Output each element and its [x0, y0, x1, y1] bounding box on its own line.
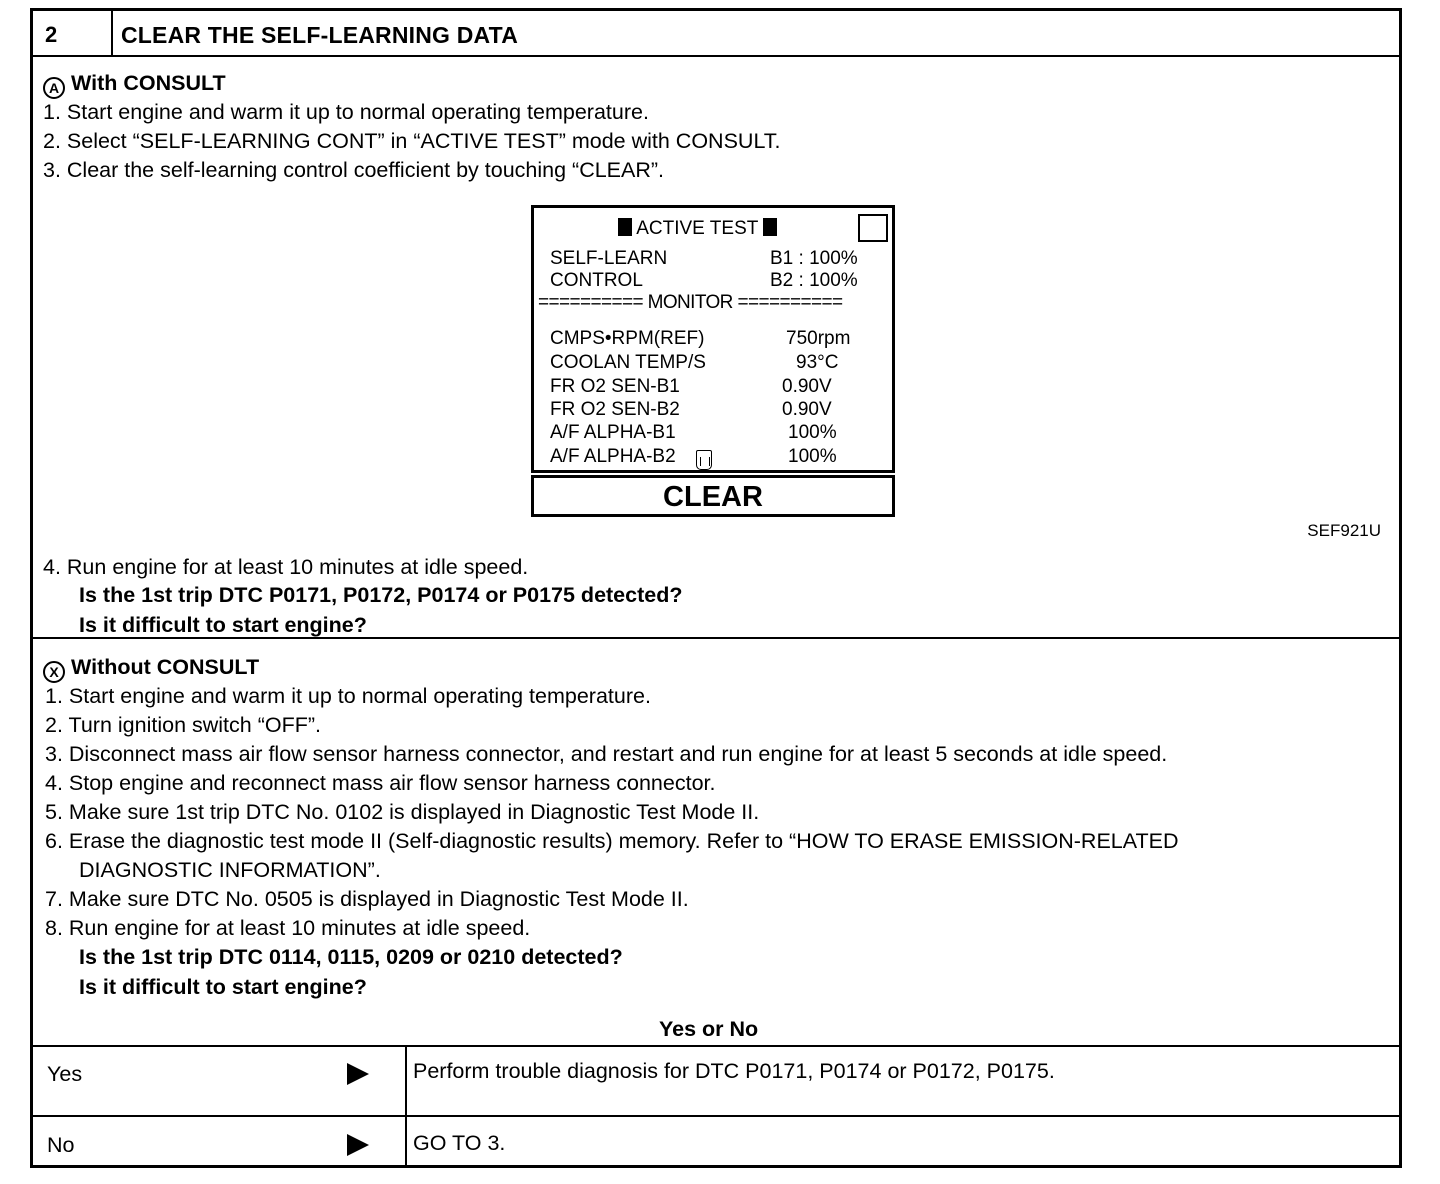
without-consult-question-1: Is the 1st trip DTC 0114, 0115, 0209 or 0210 detected?	[79, 945, 623, 969]
screen-title: ACTIVE TEST	[618, 218, 777, 240]
decision-prompt: Yes or No	[659, 1017, 759, 1041]
with-consult-step-2: 2. Select “SELF-LEARNING CONT” in “ACTIVE TEST” mode with CONSULT.	[43, 129, 781, 153]
consult-icon: A	[43, 77, 65, 99]
control-label: CONTROL	[550, 270, 643, 291]
monitor-label: A/F ALPHA-B2	[550, 446, 676, 467]
decision-table-top	[33, 1045, 1399, 1047]
without-consult-step-4: 4. Stop engine and reconnect mass air flow sensor harness connector.	[45, 771, 716, 795]
with-consult-step-4: 4. Run engine for at least 10 minutes at idle speed.	[43, 555, 529, 579]
figure-reference: SEF921U	[1307, 521, 1381, 540]
without-consult-heading: X Without CONSULT	[43, 653, 259, 683]
without-consult-step-6: 6. Erase the diagnostic test mode II (Self-diagnostic results) memory. Refer to “HOW TO ERASE EMISSION-RELATED	[45, 829, 1179, 853]
monitor-divider: ========== MONITOR ==========	[538, 292, 843, 313]
without-consult-step-1: 1. Start engine and warm it up to normal operating temperature.	[45, 684, 651, 708]
without-consult-step-8: 8. Run engine for at least 10 minutes at idle speed.	[45, 916, 531, 940]
without-consult-step-3: 3. Disconnect mass air flow sensor harness connector, and restart and run engine for at least 5 seconds at idle speed.	[45, 742, 1168, 766]
monitor-label: FR O2 SEN-B1	[550, 376, 680, 397]
monitor-label: FR O2 SEN-B2	[550, 399, 680, 420]
monitor-label: COOLAN TEMP/S	[550, 352, 706, 373]
with-consult-step-1: 1. Start engine and warm it up to normal operating temperature.	[43, 100, 649, 124]
self-learn-label: SELF-LEARN	[550, 248, 668, 269]
with-consult-question-2: Is it difficult to start engine?	[79, 613, 367, 637]
monitor-value: 100%	[788, 446, 837, 467]
decision-row-divider	[33, 1115, 1399, 1117]
answer-yes: Yes	[47, 1062, 83, 1086]
monitor-label: CMPS•RPM(REF)	[550, 328, 705, 349]
procedure-frame	[30, 8, 1402, 1168]
without-consult-step-2: 2. Turn ignition switch “OFF”.	[45, 713, 321, 737]
with-consult-question-1: Is the 1st trip DTC P0171, P0172, P0174 or P0175 detected?	[79, 583, 683, 607]
without-consult-step-6-cont: DIAGNOSTIC INFORMATION”.	[79, 858, 381, 882]
action-yes: Perform trouble diagnosis for DTC P0171, P0174 or P0172, P0175.	[413, 1059, 1055, 1083]
title-marker-right	[763, 218, 777, 236]
arrow-right-icon	[347, 1063, 369, 1085]
consult-screen	[531, 205, 895, 473]
answer-no: No	[47, 1133, 75, 1157]
b1-value: B1 : 100%	[770, 248, 858, 269]
monitor-label: A/F ALPHA-B1	[550, 422, 676, 443]
step-title: CLEAR THE SELF-LEARNING DATA	[121, 22, 519, 48]
no-consult-icon: X	[43, 661, 65, 683]
touch-hand-icon	[696, 450, 712, 470]
without-consult-step-5: 5. Make sure 1st trip DTC No. 0102 is displayed in Diagnostic Test Mode II.	[45, 800, 760, 824]
action-no: GO TO 3.	[413, 1131, 506, 1155]
title-marker-left	[618, 218, 632, 236]
with-consult-heading: A With CONSULT	[43, 69, 226, 99]
monitor-value: 93°C	[796, 352, 839, 373]
screen-checkbox[interactable]	[858, 214, 888, 242]
without-consult-question-2: Is it difficult to start engine?	[79, 975, 367, 999]
with-consult-step-3: 3. Clear the self-learning control coefficient by touching “CLEAR”.	[43, 158, 665, 182]
without-consult-step-7: 7. Make sure DTC No. 0505 is displayed in Diagnostic Test Mode II.	[45, 887, 689, 911]
b2-value: B2 : 100%	[770, 270, 858, 291]
step-number: 2	[33, 11, 113, 55]
decision-column-divider	[405, 1045, 407, 1168]
monitor-value: 0.90V	[782, 399, 832, 420]
section-divider	[33, 637, 1399, 639]
arrow-right-icon	[347, 1134, 369, 1156]
monitor-value: 100%	[788, 422, 837, 443]
monitor-value: 0.90V	[782, 376, 832, 397]
monitor-value: 750rpm	[786, 328, 851, 349]
clear-button[interactable]: CLEAR	[531, 475, 895, 517]
step-header	[33, 11, 1399, 57]
